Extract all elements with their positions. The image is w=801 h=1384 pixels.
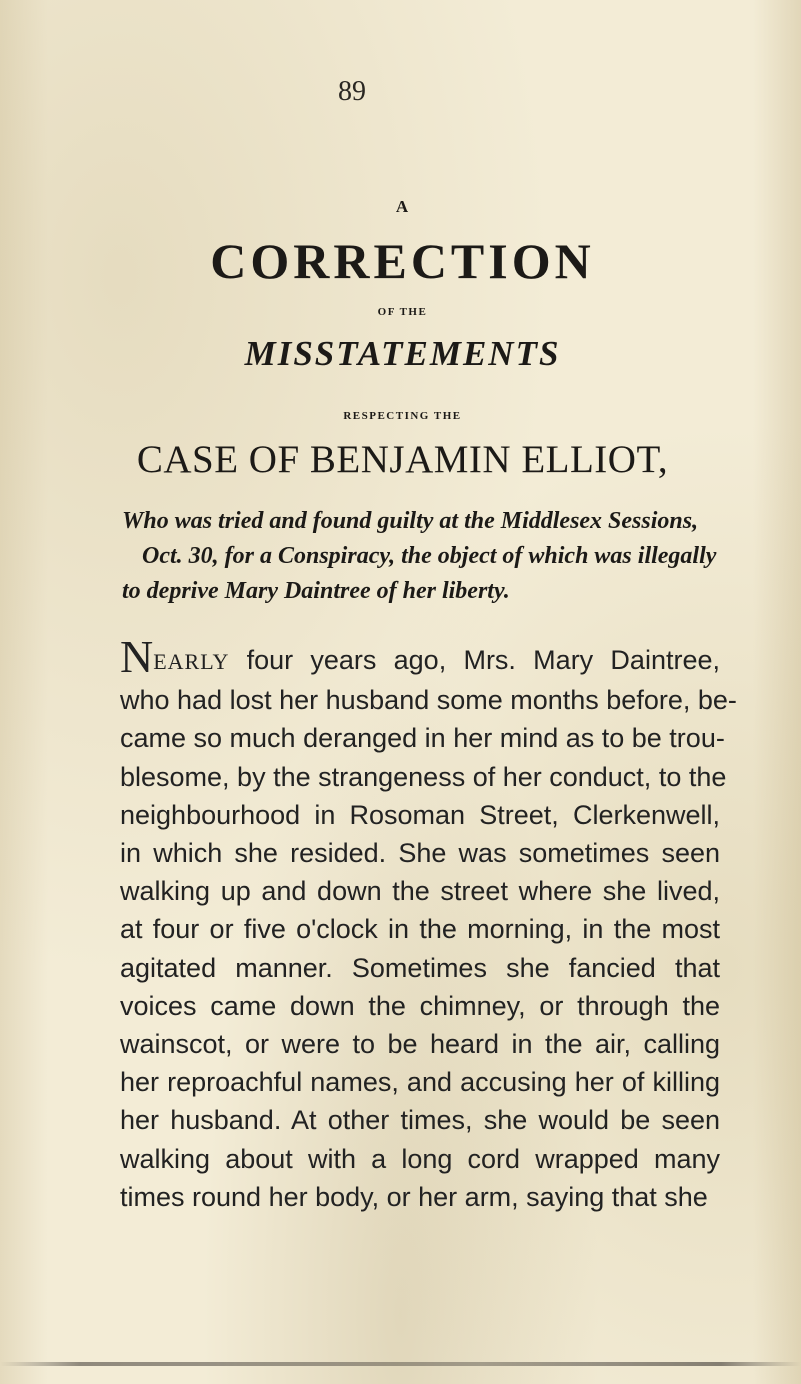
body-line: agitated manner. Sometimes she fancied that [120, 952, 720, 983]
heading-article: A [395, 197, 410, 216]
subtitle [122, 504, 722, 609]
heading-misstatements: MISSTATEMENTS [244, 334, 561, 373]
body-line: blesome, by the strangeness of her conduct, to the [120, 761, 727, 792]
subtitle-line: to deprive Mary Daintree of her liberty. [122, 578, 510, 604]
subtitle-line: Oct. 30, for a Conspiracy, the object of which was illegally [142, 543, 717, 569]
body-line-text: four years ago, Mrs. Mary Daintree, [229, 645, 720, 675]
heading-of-the: OF THE [377, 306, 428, 318]
body-line: neighbourhood in Rosoman Street, Clerkenwell, [120, 799, 720, 830]
body-line: walking up and down the street where she lived, [120, 876, 720, 907]
heading-correction: CORRECTION [210, 233, 595, 289]
page-bottom-edge [0, 1362, 801, 1366]
body-line: her reproachful names, and accusing her of killing [120, 1067, 720, 1098]
small-caps-word: EARLY [153, 649, 230, 674]
page-number: 89 [338, 76, 366, 107]
body-line: times round her body, or her arm, saying that she [120, 1181, 708, 1212]
body-paragraph [120, 631, 737, 1216]
body-line: wainscot, or were to be heard in the air, calling [120, 1029, 720, 1060]
heading-case: CASE OF BENJAMIN ELLIOT, [136, 438, 669, 481]
body-line: her husband. At other times, she would be seen [120, 1105, 720, 1136]
body-line: in which she resided. She was sometimes seen [120, 838, 720, 869]
subtitle-line: Who was tried and found guilty at the Middlesex Sessions, [122, 508, 699, 534]
body-line: came so much deranged in her mind as to be trou- [120, 723, 725, 754]
body-line: voices came down the chimney, or through the [120, 990, 720, 1021]
body-line: at four or five o'clock in the morning, in the most [120, 914, 720, 945]
heading-respecting-the: RESPECTING THE [343, 410, 462, 422]
body-line [120, 631, 720, 682]
drop-cap: N [120, 631, 154, 682]
body-line: walking about with a long cord wrapped many [120, 1143, 720, 1174]
body-line: who had lost her husband some months before, be- [120, 685, 737, 716]
